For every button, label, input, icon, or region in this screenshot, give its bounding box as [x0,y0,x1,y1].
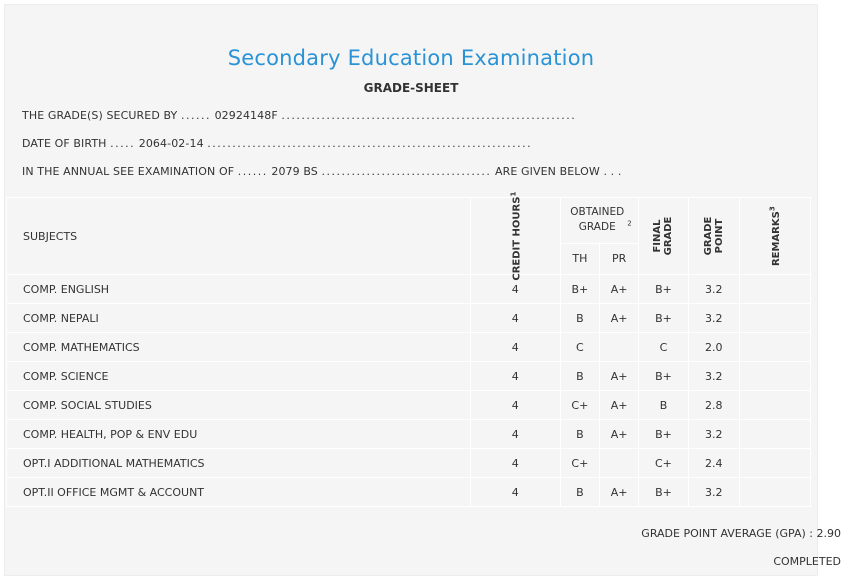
header-pr: PR [600,243,639,274]
dot-leader: .................................. [321,165,492,178]
pr-grade-cell: A+ [600,304,639,333]
remarks-cell [739,478,810,507]
final-grade-cell: B+ [639,304,688,333]
table-row [7,333,811,362]
final-grade-cell: C [639,333,688,362]
credit-cell: 4 [470,391,560,420]
dot-leader: ........................................................... [281,109,577,122]
th-grade-cell: C+ [560,449,599,478]
remarks-cell [739,420,810,449]
credit-cell: 4 [470,362,560,391]
subject-cell: COMP. SCIENCE [7,362,471,391]
table-row [7,362,811,391]
subject-cell: OPT.II OFFICE MGMT & ACCOUNT [7,478,471,507]
remarks-cell [739,391,810,420]
dot-leader: ................................................................. [207,137,533,150]
subject-cell: COMP. SOCIAL STUDIES [7,391,471,420]
subject-cell: COMP. HEALTH, POP & ENV EDU [7,420,471,449]
final-grade-cell: B+ [639,275,688,304]
table-row [7,275,811,304]
secured-by-value: 02924148F [214,109,278,122]
final-grade-cell: B+ [639,362,688,391]
final-grade-cell: C+ [639,449,688,478]
table-row [7,449,811,478]
secured-by-line [22,109,576,122]
remarks-cell [739,362,810,391]
dob-value: 2064-02-14 [138,137,204,150]
dot-leader: ...... [180,109,211,122]
dob-label: DATE OF BIRTH [22,137,107,150]
grade-point-cell: 3.2 [688,478,739,507]
final-grade-cell: B+ [639,478,688,507]
header-grade-point [688,198,739,275]
credit-cell: 4 [470,420,560,449]
header-final-grade [639,198,688,275]
table-row [7,478,811,507]
gpa-summary [641,527,841,540]
th-grade-cell: B [560,362,599,391]
grade-point-cell: 2.4 [688,449,739,478]
exam-value: 2079 BS [271,165,318,178]
pr-grade-cell [600,449,639,478]
credit-cell: 4 [470,449,560,478]
exam-suffix: ARE GIVEN BELOW . . . [495,165,622,178]
table-row [7,420,811,449]
grades-table [6,191,811,507]
obtained-grade-label: OBTAINED GRADE [570,206,625,234]
dot-leader: ...... [237,165,268,178]
final-grade-label: FINAL GRADE [652,216,675,256]
page-subtitle: GRADE-SHEET [363,81,459,95]
remarks-cell [739,304,810,333]
subject-cell: OPT.I ADDITIONAL MATHEMATICS [7,449,471,478]
th-grade-cell: B+ [560,275,599,304]
th-grade-cell: B [560,304,599,333]
th-grade-cell: C [560,333,599,362]
pr-grade-cell: A+ [600,275,639,304]
gpa-value: 2.90 [816,527,841,540]
header-obtained-grade: OBTAINED GRADE $^2$ [560,198,639,244]
subject-cell: COMP. NEPALI [7,304,471,333]
credit-cell: 4 [470,333,560,362]
header-th: TH [560,243,599,274]
dot-leader: ..... [110,137,136,150]
pr-grade-cell: A+ [600,420,639,449]
dob-line [22,137,532,150]
header-credit-hours [470,191,560,281]
remarks-cell [739,449,810,478]
pr-grade-cell: A+ [600,391,639,420]
gpa-label: GRADE POINT AVERAGE (GPA) : [641,527,813,540]
header-subjects: SUBJECTS [7,198,471,275]
remarks-cell [739,333,810,362]
final-grade-cell: B+ [639,420,688,449]
status-text: COMPLETED [773,555,841,568]
grade-point-cell: 2.0 [688,333,739,362]
remarks-cell [739,275,810,304]
grade-point-cell: 3.2 [688,420,739,449]
grade-point-cell: 3.2 [688,362,739,391]
pr-grade-cell: A+ [600,478,639,507]
credit-cell: 4 [470,478,560,507]
pr-grade-cell: A+ [600,362,639,391]
subject-cell: COMP. MATHEMATICS [7,333,471,362]
credit-cell: 4 [470,275,560,304]
th-grade-cell: B [560,420,599,449]
th-grade-cell: C+ [560,391,599,420]
credit-cell: 4 [470,304,560,333]
credit-hours-label: CREDIT HOURS$^1$ [509,191,523,281]
table-row [7,391,811,420]
table-row [7,304,811,333]
subject-cell: COMP. ENGLISH [7,275,471,304]
page-title: Secondary Education Examination [227,46,595,70]
header-remarks [739,198,810,275]
remarks-label: REMARKS$^3$ [768,206,783,266]
secured-by-label: THE GRADE(S) SECURED BY [22,109,178,122]
grade-point-label: GRADE POINT [702,216,725,256]
grade-point-cell: 3.2 [688,275,739,304]
grade-point-cell: 2.8 [688,391,739,420]
th-grade-cell: B [560,478,599,507]
pr-grade-cell [600,333,639,362]
exam-line [22,165,621,178]
exam-label: IN THE ANNUAL SEE EXAMINATION OF [22,165,235,178]
final-grade-cell: B [639,391,688,420]
grade-point-cell: 3.2 [688,304,739,333]
